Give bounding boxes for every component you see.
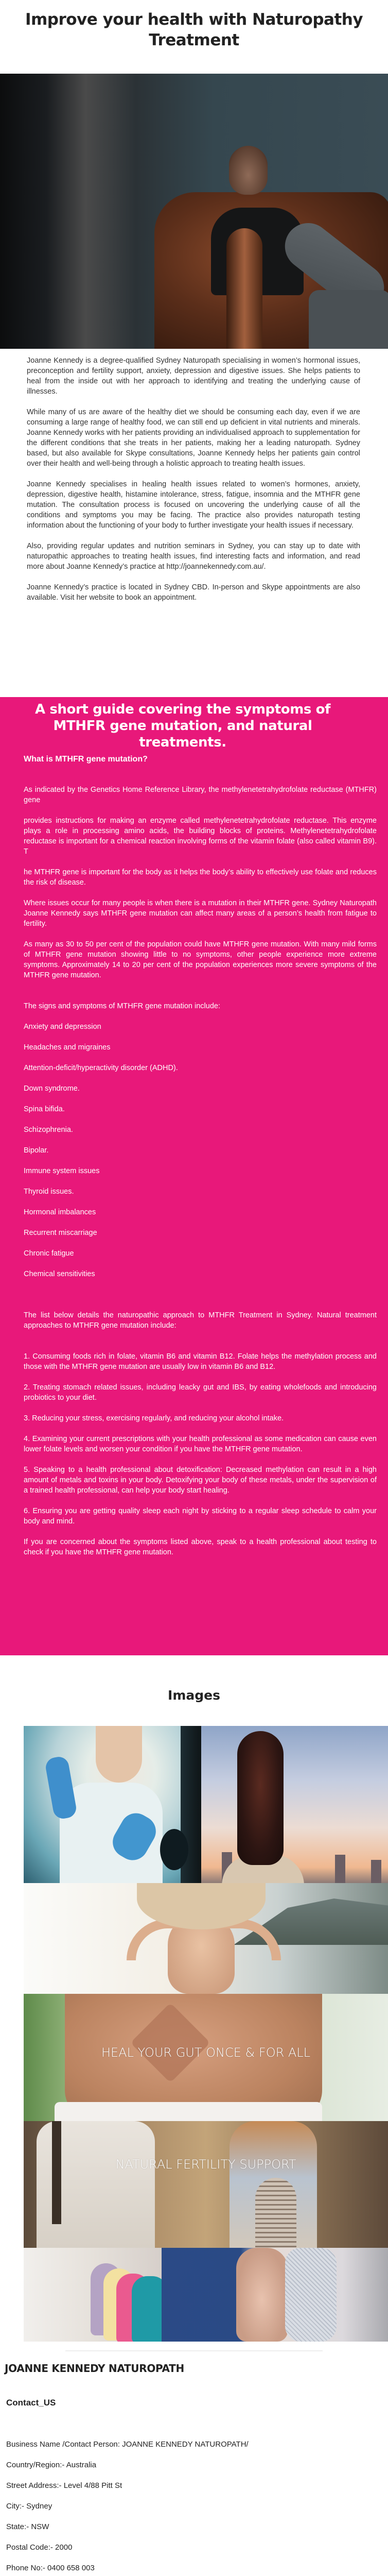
company-name: JOANNE KENNEDY NATUROPATH bbox=[5, 2362, 184, 2375]
gallery-image-heart-hands-woman bbox=[24, 1883, 388, 1994]
symptom-item: Immune system issues bbox=[24, 1167, 100, 1175]
treatment-item: 2. Treating stomach related issues, including leacky gut and IBS, by eating wholefoods and introducing probiotics to your diet. bbox=[24, 1383, 377, 1402]
symptom-item: Recurrent miscarriage bbox=[24, 1229, 97, 1237]
gallery-image-woman-skyline bbox=[201, 1726, 388, 1883]
section-divider bbox=[65, 2350, 323, 2351]
gut-overlay-text: HEAL YOUR GUT ONCE & FOR ALL bbox=[101, 2045, 311, 2060]
symptoms-intro: The signs and symptoms of MTHFR gene mutation include: bbox=[24, 1002, 220, 1010]
hero-person-head-shape bbox=[229, 146, 268, 195]
contact-phone: Phone No:- 0400 658 003 bbox=[6, 2564, 95, 2572]
treatment-item: 5. Speaking to a health professional about detoxification: Decreased methylation can result in a high amount of metals and toxins in your body. Detoxifying your body of these metals, under the supervision of a trained health professional, can help your body start healing. bbox=[24, 1466, 377, 1495]
symptom-item: Hormonal imbalances bbox=[24, 1208, 96, 1216]
page-title: Improve your health with Naturopathy Treatment bbox=[25, 10, 363, 49]
gallery-image-pregnant-women bbox=[24, 2248, 162, 2342]
intro-paragraph: Joanne Kennedy’s practice is located in Sydney CBD. In-person and Skype appointments are also available. Visit her website to book an appointment. bbox=[27, 583, 360, 602]
symptom-item: Down syndrome. bbox=[24, 1084, 80, 1093]
intro-paragraph: Joanne Kennedy is a degree-qualified Sydney Naturopath specialising in women’s hormonal issues, preconception and fertility support, anxiety, depression and digestive issues. She helps patients to heal from the inside out with her approach to identifying and treating the underlying cause of illnesses. bbox=[27, 357, 360, 396]
contact-street: Street Address:- Level 4/88 Pitt St bbox=[6, 2481, 122, 2490]
guide-body bbox=[24, 785, 377, 1568]
symptom-item: Attention-deficit/hyperactivity disorder (ADHD). bbox=[24, 1064, 178, 1072]
contact-title: Contact_US bbox=[6, 2398, 56, 2408]
contact-business-name: Business Name /Contact Person: JOANNE KENNEDY NATUROPATH/ bbox=[6, 2440, 249, 2449]
guide-heading: A short guide covering the symptoms of MTHFR gene mutation, and natural treatments. bbox=[34, 702, 331, 750]
symptom-item: Thyroid issues. bbox=[24, 1188, 74, 1196]
treatment-item: 6. Ensuring you are getting quality sleep each night by sticking to a regular sleep schedule to calm your body and mind. bbox=[24, 1507, 377, 1526]
treatment-item: 3. Reducing your stress, exercising regularly, and reducing your alcohol intake. bbox=[24, 1414, 284, 1422]
intro-paragraph: Joanne Kennedy specialises in healing health issues related to women’s hormones, anxiety, depression, digestive health, histamine intolerance, stress, fatigue, insomnia and the MTHFR gene mutation. The consultation process is focused on uncovering the underlying cause of all the conditions and symptoms you may be facing. The practice also provides naturopath testing information about the functioning of your body to further investigate your health issues if necessary. bbox=[27, 480, 360, 530]
symptom-item: Chronic fatigue bbox=[24, 1249, 74, 1258]
hero-sofa-arm-shape bbox=[226, 228, 262, 349]
contact-city: City:- Sydney bbox=[6, 2502, 52, 2511]
symptom-item: Chemical sensitivities bbox=[24, 1270, 95, 1278]
symptom-item: Bipolar. bbox=[24, 1146, 49, 1155]
contact-country: Country/Region:- Australia bbox=[6, 2461, 97, 2469]
guide-paragraph: As indicated by the Genetics Home Reference Library, the methylenetetrahydrofolate reductase (MTHFR) gene bbox=[24, 786, 377, 804]
treatment-item: 1. Consuming foods rich in folate, vitamin B6 and vitamin B12. Folate helps the methylation process and those with the MTHFR gene mutation are usually low in vitamin B6 and B12. bbox=[24, 1352, 377, 1371]
guide-paragraph: Where issues occur for many people is when there is a mutation in their MTHFR gene. Sydney Naturopath Joanne Kennedy says MTHFR gene mutation can affect many areas of a person’s health from fatigue to fertility. bbox=[24, 899, 377, 928]
guide-paragraph: he MTHFR gene is important for the body as it helps the body’s ability to effectively use folate and reduces the risk of disease. bbox=[24, 868, 377, 887]
hero-leg-shape bbox=[309, 290, 388, 349]
guide-closing: If you are concerned about the symptoms listed above, speak to a health professional about testing to check if you have the MTHFR gene mutation. bbox=[24, 1538, 377, 1556]
hero-photo bbox=[0, 74, 388, 349]
intro-text bbox=[27, 355, 360, 613]
symptom-item: Spina bifida. bbox=[24, 1105, 65, 1113]
symptom-item: Headaches and migraines bbox=[24, 1043, 111, 1052]
gallery-image-fertility-couple bbox=[24, 2121, 388, 2248]
intro-paragraph: Also, providing regular updates and nutrition seminars in Sydney, you can stay up to date with naturopathic approaches to treating health issues, find interesting facts and information, and read more about Joanne Kennedy’s practice at http://joannekennedy.com.au/. bbox=[27, 542, 360, 571]
treatment-item: 4. Examining your current prescriptions with your health professional as some medication can cause even lower folate levels and worsen your condition if you have the MTHFR gene mutation. bbox=[24, 1435, 377, 1453]
contact-details bbox=[6, 2439, 366, 2576]
contact-state: State:- NSW bbox=[6, 2522, 49, 2531]
gallery-image-mother-baby bbox=[162, 2248, 388, 2342]
symptom-item: Schizophrenia. bbox=[24, 1126, 73, 1134]
guide-paragraph: provides instructions for making an enzyme called methylenetetrahydrofolate reductase. This enzyme plays a role in processing amino acids, the building blocks of proteins. Methylenetetrahydrofolate reductase is important for a chemical reaction involving forms of the vitamin folate (also called vitamin B9). T bbox=[24, 817, 377, 856]
mthfr-guide-section bbox=[0, 697, 388, 1655]
gallery-image-heal-gut bbox=[24, 1994, 388, 2121]
symptom-item: Anxiety and depression bbox=[24, 1023, 101, 1031]
guide-paragraph: As many as 30 to 50 per cent of the population could have MTHFR gene mutation. With many mild forms of MTHFR gene mutation showing little to no symptoms, other people experience more extreme symptoms. Approximately 14 to 20 per cent of the population experiences more severe symptoms of the MTHFR gene mutation. bbox=[24, 940, 377, 979]
guide-subheading: What is MTHFR gene mutation? bbox=[24, 755, 148, 764]
contact-postal-code: Postal Code:- 2000 bbox=[6, 2543, 73, 2552]
fertility-overlay-text: NATURAL FERTILITY SUPPORT bbox=[115, 2157, 296, 2172]
images-heading: Images bbox=[168, 1688, 220, 1703]
treatment-intro: The list below details the naturopathic approach to MTHFR Treatment in Sydney. Natural treatment approaches to MTHFR gene mutation include: bbox=[24, 1311, 377, 1330]
intro-paragraph: While many of us are aware of the healthy diet we should be consuming each day, even if we are consuming a large range of healthy food, we can still end up deficient in vital nutrients and minerals. Joanne Kennedy works with her patients providing an individualised approach to supplementation for the different conditions that she treats in her patients, making her a leading naturopath. Sydney based, but also available for Skype consultations, Joanne Kennedy helps her patients gain control over their health and well-being through a holistic approach to treating health issues. bbox=[27, 408, 360, 468]
gallery-image-lab-scientist bbox=[24, 1726, 201, 1883]
